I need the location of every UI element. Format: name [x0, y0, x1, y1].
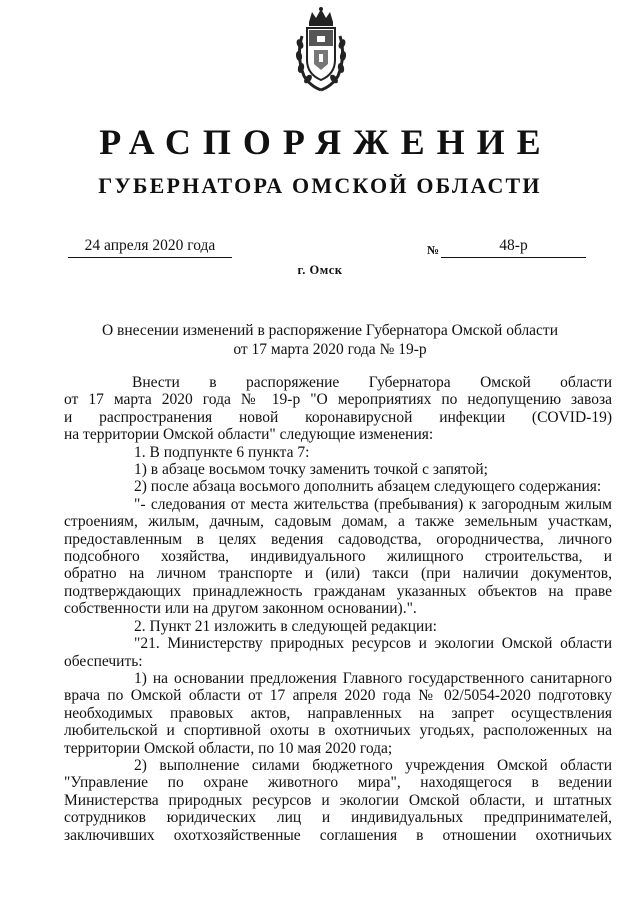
body-line: Министерства природных ресурсов и экологии Омской области, и штатных [64, 791, 612, 809]
document-city: г. Омск [297, 263, 343, 277]
body-line: обеспечить: [64, 652, 143, 670]
document-body [64, 374, 612, 844]
document-title: РАСПОРЯЖЕНИЕ [99, 122, 553, 162]
document-date: 24 апреля 2020 года [68, 236, 232, 258]
body-line: заключивших охотхозяйственные соглашения в отношении охотничьих [64, 826, 612, 844]
body-line: территории Омской области, по 10 мая 2020 года; [64, 739, 393, 757]
heading-line: О внесении изменений в распоряжение Губернатора Омской области [101, 322, 559, 339]
body-line: "- следования от места жительства (пребывания) к загородным жилым [134, 495, 612, 513]
coat-of-arms-emblem [292, 6, 350, 94]
document-heading [60, 321, 600, 359]
body-line: любительской и спортивной охоты в охотничьих угодьях, расположенных на [64, 722, 612, 740]
document-number: 48-р [441, 236, 586, 258]
body-line: подтверждающих принадлежность гражданам указанных объектов на праве [64, 582, 612, 600]
body-line: 2) выполнение силами бюджетного учреждения Омской области [134, 756, 612, 774]
body-line: 2. Пункт 21 изложить в следующей редакции: [134, 617, 437, 635]
document-subtitle: ГУБЕРНАТОРА ОМСКОЙ ОБЛАСТИ [98, 173, 542, 198]
body-line: 1. В подпункте 6 пункта 7: [134, 443, 310, 461]
body-line: сотрудников юридических лиц и индивидуальных предпринимателей, [64, 809, 612, 827]
body-line: собственности или на другом законном основании).". [64, 600, 417, 618]
body-line: "Управление по охране животного мира", находящегося в ведении [64, 774, 612, 792]
body-line: подсобного хозяйства, индивидуального жилищного строительства, и [64, 548, 612, 566]
body-line: 1) на основании предложения Главного государственного санитарного [134, 669, 612, 687]
body-line: 1) в абзаце восьмом точку заменить точкой с запятой; [134, 461, 488, 479]
number-sign: № [427, 243, 440, 257]
body-line: от 17 марта 2020 года № 19-р "О мероприятиях по недопущению завоза [64, 391, 612, 409]
body-line: предоставленным в целях ведения садоводства, огородничества, личного [64, 530, 612, 548]
body-line: Внести в распоряжение Губернатора Омской области [132, 374, 612, 391]
body-line: "21. Министерству природных ресурсов и экологии Омской области [134, 635, 612, 653]
body-line: врача по Омской области от 17 апреля 2020 года № 02/5054-2020 подготовку [64, 687, 612, 705]
body-line: строениям, жилым, дачным, садовым домам, а также земельным участкам, [64, 513, 612, 531]
body-line: обратно на личном транспорте и (или) такси (при наличии документов, [64, 565, 612, 583]
body-line: и распространения новой коронавирусной инфекции (COVID-19) [64, 408, 612, 426]
heading-line: от 17 марта 2020 года № 19-р [233, 341, 427, 358]
body-line: на территории Омской области" следующие изменения: [64, 426, 434, 444]
body-line: необходимых правовых актов, направленных на запрет осуществления [64, 704, 612, 722]
body-line: 2) после абзаца восьмого дополнить абзацем следующего содержания: [134, 478, 602, 496]
